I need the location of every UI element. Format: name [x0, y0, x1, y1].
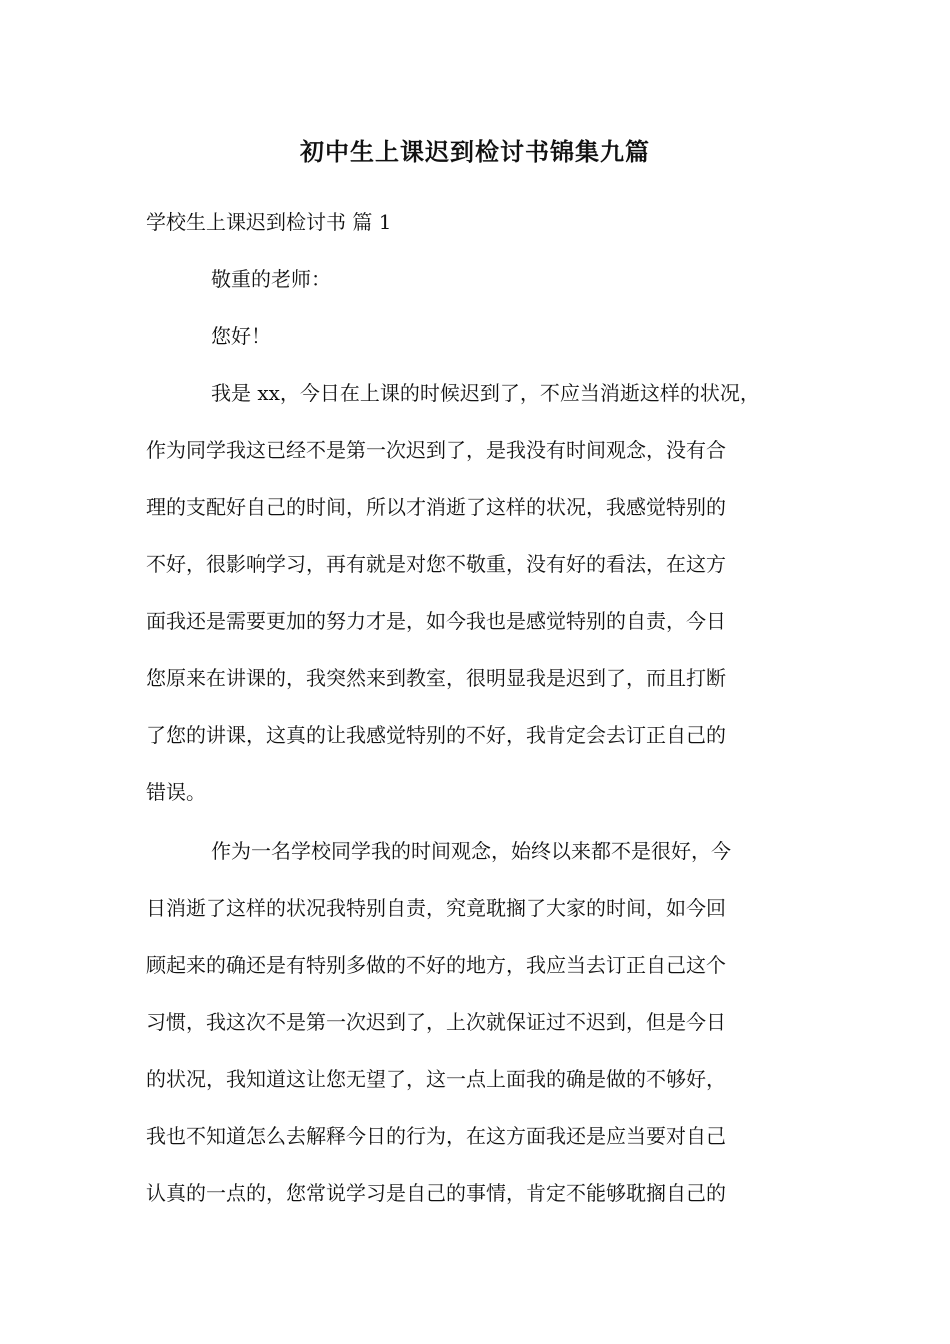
paragraph-line: 认真的一点的，您常说学习是自己的事情，肯定不能够耽搁自己的: [146, 1181, 726, 1205]
paragraph-line: 面我还是需要更加的努力才是，如今我也是感觉特别的自责，今日: [146, 609, 726, 633]
paragraph-line: 了您的讲课，这真的让我感觉特别的不好，我肯定会去订正自己的: [146, 723, 726, 747]
paragraph-line: 顾起来的确还是有特别多做的不好的地方，我应当去订正自己这个: [146, 953, 726, 977]
paragraph-line: 我是 xx，今日在上课的时候迟到了，不应当消逝这样的状况，: [211, 381, 760, 405]
paragraph-line: 的状况，我知道这让您无望了，这一点上面我的确是做的不够好，: [146, 1067, 726, 1091]
paragraph-line: 错误。: [146, 780, 206, 804]
paragraph-line: 不好，很影响学习，再有就是对您不敬重，没有好的看法，在这方: [146, 552, 726, 576]
salutation: 敬重的老师：: [211, 267, 331, 291]
paragraph-line: 理的支配好自己的时间，所以才消逝了这样的状况，我感觉特别的: [146, 495, 726, 519]
section-heading: 学校生上课迟到检讨书 篇 1: [146, 210, 392, 234]
paragraph-line: 习惯，我这次不是第一次迟到了，上次就保证过不迟到，但是今日: [146, 1010, 726, 1034]
paragraph-line: 作为同学我这已经不是第一次迟到了，是我没有时间观念，没有合: [146, 438, 726, 462]
paragraph-line: 我也不知道怎么去解释今日的行为，在这方面我还是应当要对自己: [146, 1124, 726, 1148]
paragraph-line: 您原来在讲课的，我突然来到教室，很明显我是迟到了，而且打断: [146, 666, 726, 690]
greeting: 您好！: [211, 324, 271, 348]
paragraph-line: 作为一名学校同学我的时间观念，始终以来都不是很好，今: [211, 839, 731, 863]
document-title: 初中生上课迟到检讨书锦集九篇: [300, 137, 650, 166]
paragraph-line: 日消逝了这样的状况我特别自责，究竟耽搁了大家的时间，如今回: [146, 896, 726, 920]
